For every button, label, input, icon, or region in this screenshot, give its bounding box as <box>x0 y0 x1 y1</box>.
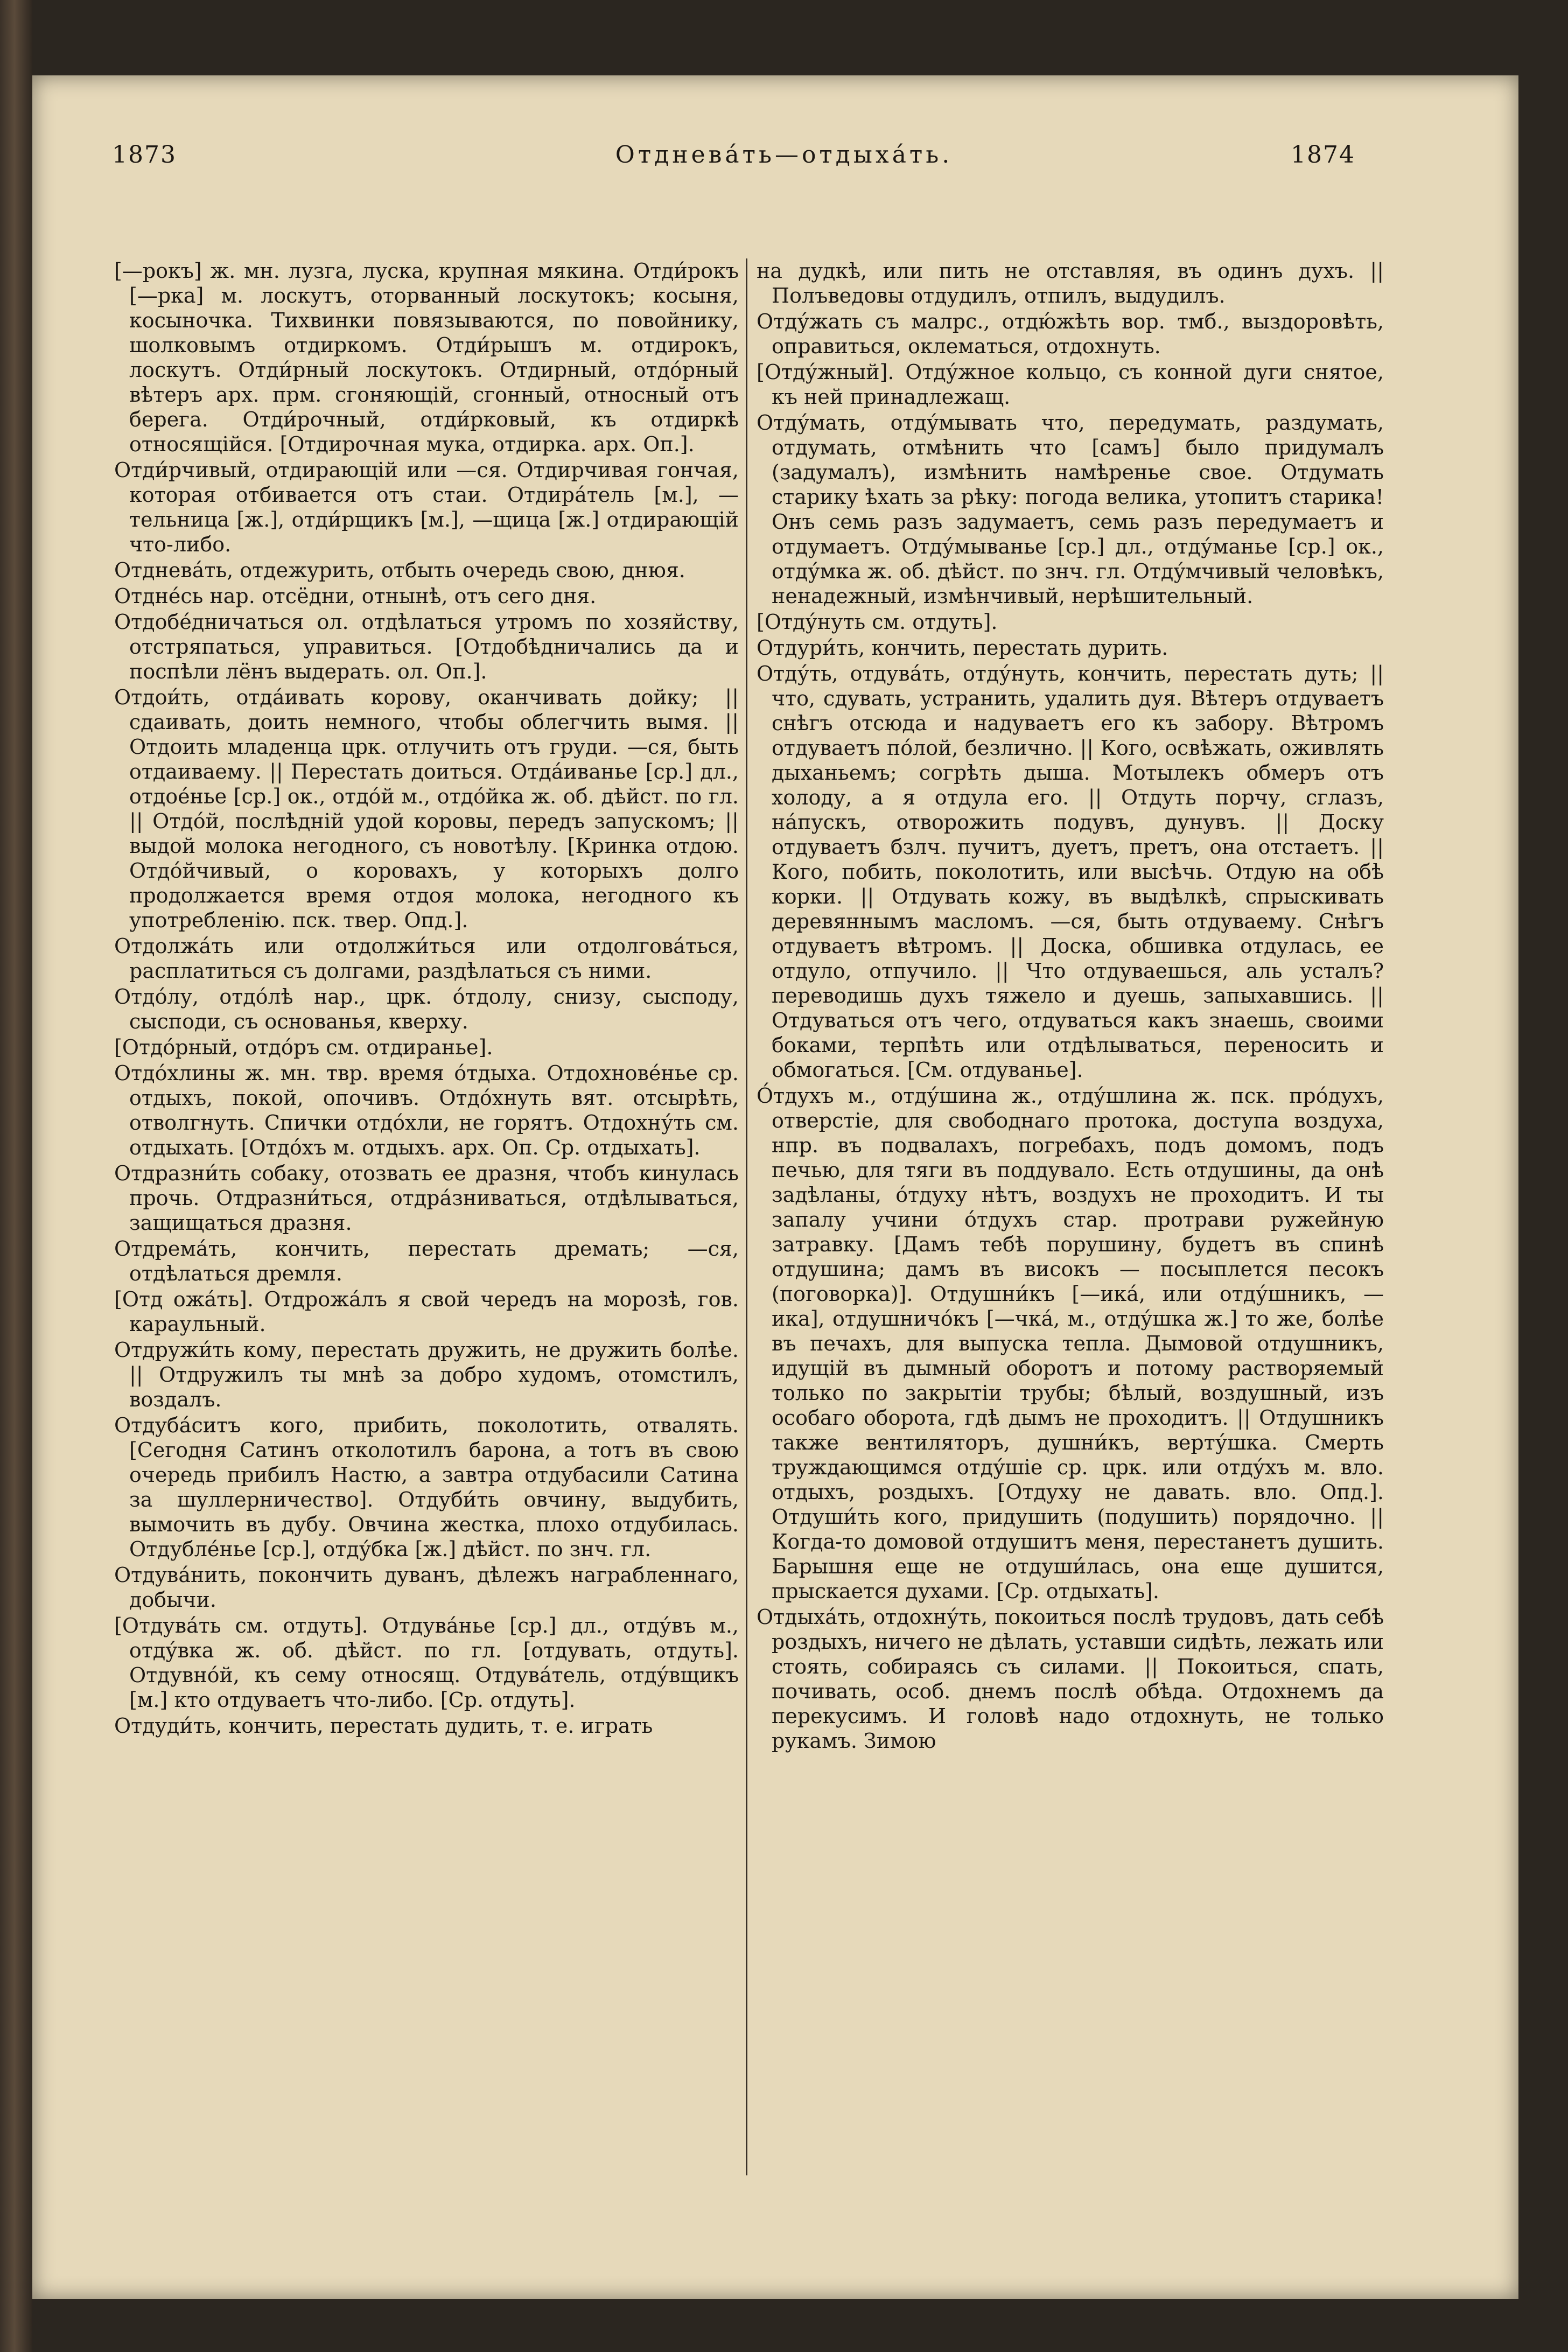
entry: Отдои́ть, отда́ивать корову, оканчивать дойку; || сдаивать, доить немного, чтобы облегчить вымя. || Отдоить младенца црк. отлучить отъ груди. —ся, быть отдаиваему. || Перестать доиться. Отда́иванье [ср.] дл., отдое́нье [ср.] ок., отдо́й м., отдо́йка ж. об. дѣйст. по гл. || Отдо́й, послѣдній удой коровы, передъ запускомъ; || выдой молока негодного, съ новотѣлу. [Кринка отдою. Отдо́йчивый, о коровахъ, у которыхъ долго продолжается время отдоя молока, негодного къ употребленію. пск. твер. Опд.]. <box>114 685 739 932</box>
entry: Отдружи́ть кому, перестать дружить, не дружить болѣе. || Отдружилъ ты мнѣ за добро худомъ, отомстилъ, воздалъ. <box>114 1338 739 1411</box>
entry: [Отдува́ть см. отдуть]. Отдува́нье [ср.] дл., отду́въ м., отду́вка ж. об. дѣйст. по гл. [отдувать, отдуть]. Отдувно́й, къ сему относящ. Отдува́тель, отду́вщикъ [м.] кто отдуваетъ что-либо. [Ср. отдуть]. <box>114 1614 739 1712</box>
entry: Отду́мать, отду́мывать что, передумать, раздумать, отдумать, отмѣнить что [самъ] было придумалъ (задумалъ), измѣнить намѣренье свое. Отдумать старику ѣхать за рѣку: погода велика, утопитъ старика! Онъ семь разъ задумаетъ, семь разъ передумаетъ и отдумаетъ. Отду́мыванье [ср.] дл., отду́манье [ср.] ок., отду́мка ж. об. дѣйст. по знч. гл. Отду́мчивый человѣкъ, ненадежный, измѣнчивый, нерѣшительный. <box>757 411 1384 608</box>
page-number-left: 1873 <box>112 141 177 169</box>
page-number-right: 1874 <box>1291 141 1355 169</box>
entry: [Отду́нуть см. отдуть]. <box>757 610 998 634</box>
entry: Отдремáть, кончить, перестать дремать; —ся, отдѣлаться дремля. <box>114 1237 739 1285</box>
entry: Отду́жать съ малрс., отдю́жѣть вор. тмб., выздоровѣть, оправиться, оклематься, отдохнуть. <box>757 310 1384 358</box>
entry: [Отду́жный]. Отду́жное кольцо, съ конной дуги снятое, къ ней принадлежащ. <box>757 360 1384 409</box>
entry: [—рокъ] ж. мн. лузга, луска, крупная мякина. Отди́рокъ [—рка] м. лоскутъ, оторванный лоскутокъ; косыня, косыночка. Тихвинки повязываются, по повойнику, шолковымъ отдиркомъ. Отди́рышъ м. отдирокъ, лоскутъ. Отди́рный лоскутокъ. Отдирный, отдо́рный вѣтеръ арх. прм. сгоняющій, сгонный, относный отъ берега. Отди́рочный, отди́рковый, къ отдиркѣ относящійся. [Отдирочная мука, отдирка. арх. Оп.]. <box>114 259 739 456</box>
column-divider <box>746 258 747 2175</box>
entry: Отдразни́ть собаку, отозвать ее дразня, чтобъ кинулась прочь. Отдразни́ться, отдра́зниваться, отдѣлываться, защищаться дразня. <box>114 1161 739 1235</box>
page-headword: Отдневáть—отдыхáть. <box>615 141 953 169</box>
entry: на дудкѣ, или пить не отставляя, въ одинъ духъ. || Полъведовы отдудилъ, отпилъ, выдудилъ. <box>757 259 1384 307</box>
entry: Отдури́ть, кончить, перестать дурить. <box>757 636 1168 660</box>
entry: Отдо́лу, отдо́лѣ нар., црк. о́тдолу, снизу, сысподу, сысподи, съ основанья, кверху. <box>114 985 739 1033</box>
entry: Отдневáть, отдежурить, отбыть очередь свою, днюя. <box>114 558 685 582</box>
entry: Отду́ть, отдува́ть, отду́нуть, кончить, перестать дуть; || что, сдувать, устранить, удалить дуя. Вѣтеръ отдуваетъ снѣгъ отсюда и надуваетъ его къ забору. Вѣтромъ отдуваетъ по́лой, безлично. || Кого, освѣжать, оживлять дыханьемъ; согрѣть дыша. Мотылекъ обмеръ отъ холоду, а я отдула его. || Отдуть порчу, сглазъ, на́пускъ, отворожить подувъ, дунувъ. || Доску отдуваетъ бзлч. пучитъ, дуетъ, претъ, она отстаетъ. || Кого, побить, поколотить, или высѣчь. Отдую на обѣ корки. || Отдувать кожу, въ выдѣлкѣ, спрыскивать деревяннымъ масломъ. —ся, быть отдуваему. Снѣгъ отдуваетъ вѣтромъ. || Доска, обшивка отдулась, ее отдуло, отпучило. || Что отдуваешься, аль усталъ? переводишь духъ тяжело и дуешь, запыхавшись. || Отдуваться отъ чего, отдуваться какъ знаешь, своими боками, терпѣть или отдѣлываться, переносить и обмогаться. [См. отдуванье]. <box>757 662 1384 1082</box>
right-column <box>757 258 1384 1754</box>
left-column <box>114 258 739 1739</box>
entry: Отдо́хлины ж. мн. твр. время о́тдыха. Отдохнове́нье ср. отдыхъ, покой, опочивъ. Отдо́хнуть вят. отсырѣть, отволгнуть. Спички отдо́хли, не горятъ. Отдохну́ть см. отдыхать. [Отдо́хъ м. отдыхъ. арх. Оп. Ср. отдыхать]. <box>114 1061 739 1159</box>
entry: Отдува́нить, покончить дуванъ, дѣлежъ награбленнаго, добычи. <box>114 1563 739 1612</box>
entry: Отдне́сь нар. отсёдни, отнынѣ, отъ сего дня. <box>114 584 597 608</box>
entry: [Отдо́рный, отдо́ръ см. отдиранье]. <box>114 1035 493 1059</box>
entry: Отдуба́ситъ кого, прибить, поколотить, отвалять. [Сегодня Сатинъ отколотилъ барона, а тотъ въ свою очередь прибилъ Настю, а завтра отдубасили Сатина за шуллерничество]. Отдуби́ть овчину, выдубить, вымочить въ дубу. Овчина жестка, плохо отдубилась. Отдубле́нье [ср.], отду́бка [ж.] дѣйст. по знч. гл. <box>114 1413 739 1561</box>
running-head <box>0 141 1568 184</box>
entry: Отдобе́дничаться ол. отдѣлаться утромъ по хозяйству, отстряпаться, управиться. [Отдобѣдничались да и поспѣли лёнъ выдерать. ол. Оп.]. <box>114 610 739 683</box>
entry: Отдолжáть или отдолжи́ться или отдолгова́ться, расплатиться съ долгами, раздѣлаться съ ними. <box>114 934 739 983</box>
entry: Отдыхáть, отдохну́ть, покоиться послѣ трудовъ, дать себѣ роздыхъ, ничего не дѣлать, уставши сидѣть, лежать или стоять, собираясь съ силами. || Покоиться, спать, почивать, особ. днемъ послѣ обѣда. Отдохнемъ да перекусимъ. И головѣ надо отдохнуть, не только рукамъ. Зимою <box>757 1605 1384 1753</box>
entry: О́тдухъ м., отду́шина ж., отду́шлина ж. пск. про́духъ, отверстіе, для свободнаго протока, доступа воздуха, нпр. въ подвалахъ, погребахъ, подъ домомъ, подъ печью, для тяги въ поддувало. Есть отдушины, да онѣ задѣланы, о́тдуху нѣтъ, воздухъ не проходитъ. И ты запалу учини о́тдухъ стар. протрави ружейную затравку. [Дамъ тебѣ порушину, будетъ въ спинѣ отдушина; дамъ въ високъ — посыплется песокъ (поговорка)]. Отдушни́къ [—ика́, или отду́шникъ, —ика], отдушничо́къ [—чка́, м., отду́шка ж.] то же, болѣе въ печахъ, для выпуска тепла. Дымовой отдушникъ, идущій въ дымный оборотъ и потому растворяемый только по закрытіи трубы; бѣлый, воздушный, изъ особаго оборота, гдѣ дымъ не проходитъ. || Отдушникъ также вентиляторъ, душни́къ, верту́шка. Смерть труждающимся отду́шіе ср. црк. или отду́хъ м. вло. отдыхъ, роздыхъ. [Отдуху не давать. вло. Опд.]. Отдуши́ть кого, придушить (подушить) порядочно. || Когда-то домовой отдушитъ меня, перестанетъ душить. Барышня еще не отдуши́лась, она еще душится, прыскается духами. [Ср. отдыхать]. <box>757 1084 1384 1603</box>
entry: Отдуди́ть, кончить, перестать дудить, т. е. играть <box>114 1714 653 1738</box>
entry: Отди́рчивый, отдирающій или —ся. Отдирчивая гончая, которая отбивается отъ стаи. Отдира́тель [м.], —тельница [ж.], отди́рщикъ [м.], —щица [ж.] отдирающій что-либо. <box>114 458 739 556</box>
entry: [Отд ожа́ть]. Отдрожа́лъ я свой чередъ на морозѣ, гов. караульный. <box>114 1287 739 1336</box>
book-binding-edge <box>0 0 32 2352</box>
